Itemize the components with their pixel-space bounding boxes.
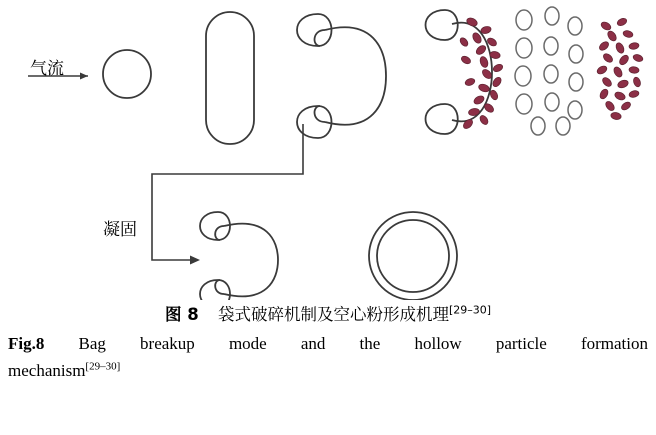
- stage-bag-forming: [297, 14, 386, 138]
- airflow-label: 气流: [30, 59, 64, 79]
- stage-fine-particles: [596, 17, 644, 120]
- caption-en-line2: mechanism: [8, 361, 86, 380]
- caption-cn-figure-number: 图 8: [164, 305, 199, 324]
- stage-droplet: [103, 50, 151, 98]
- caption-en-line1: Bag breakup mode and the hollow particle formation: [78, 334, 649, 353]
- stage-dispersed-droplets: [515, 7, 583, 135]
- stage-solidified-ring: [200, 212, 278, 300]
- caption-cn-reference: [29–30]: [448, 303, 492, 317]
- caption-chinese: [0, 302, 656, 327]
- caption-en-reference: [29–30]: [85, 360, 121, 373]
- stage-hollow-particle: [369, 212, 457, 300]
- solidification-connector: [152, 124, 303, 265]
- solidify-label: 凝固: [103, 220, 137, 240]
- caption-en-figure-number: Fig.8: [8, 334, 45, 353]
- figure-caption: [0, 302, 656, 383]
- stage-elongated-droplet: [206, 12, 254, 144]
- caption-cn-text: 袋式破碎机制及空心粉形成机理: [217, 305, 449, 324]
- caption-english: [0, 331, 656, 383]
